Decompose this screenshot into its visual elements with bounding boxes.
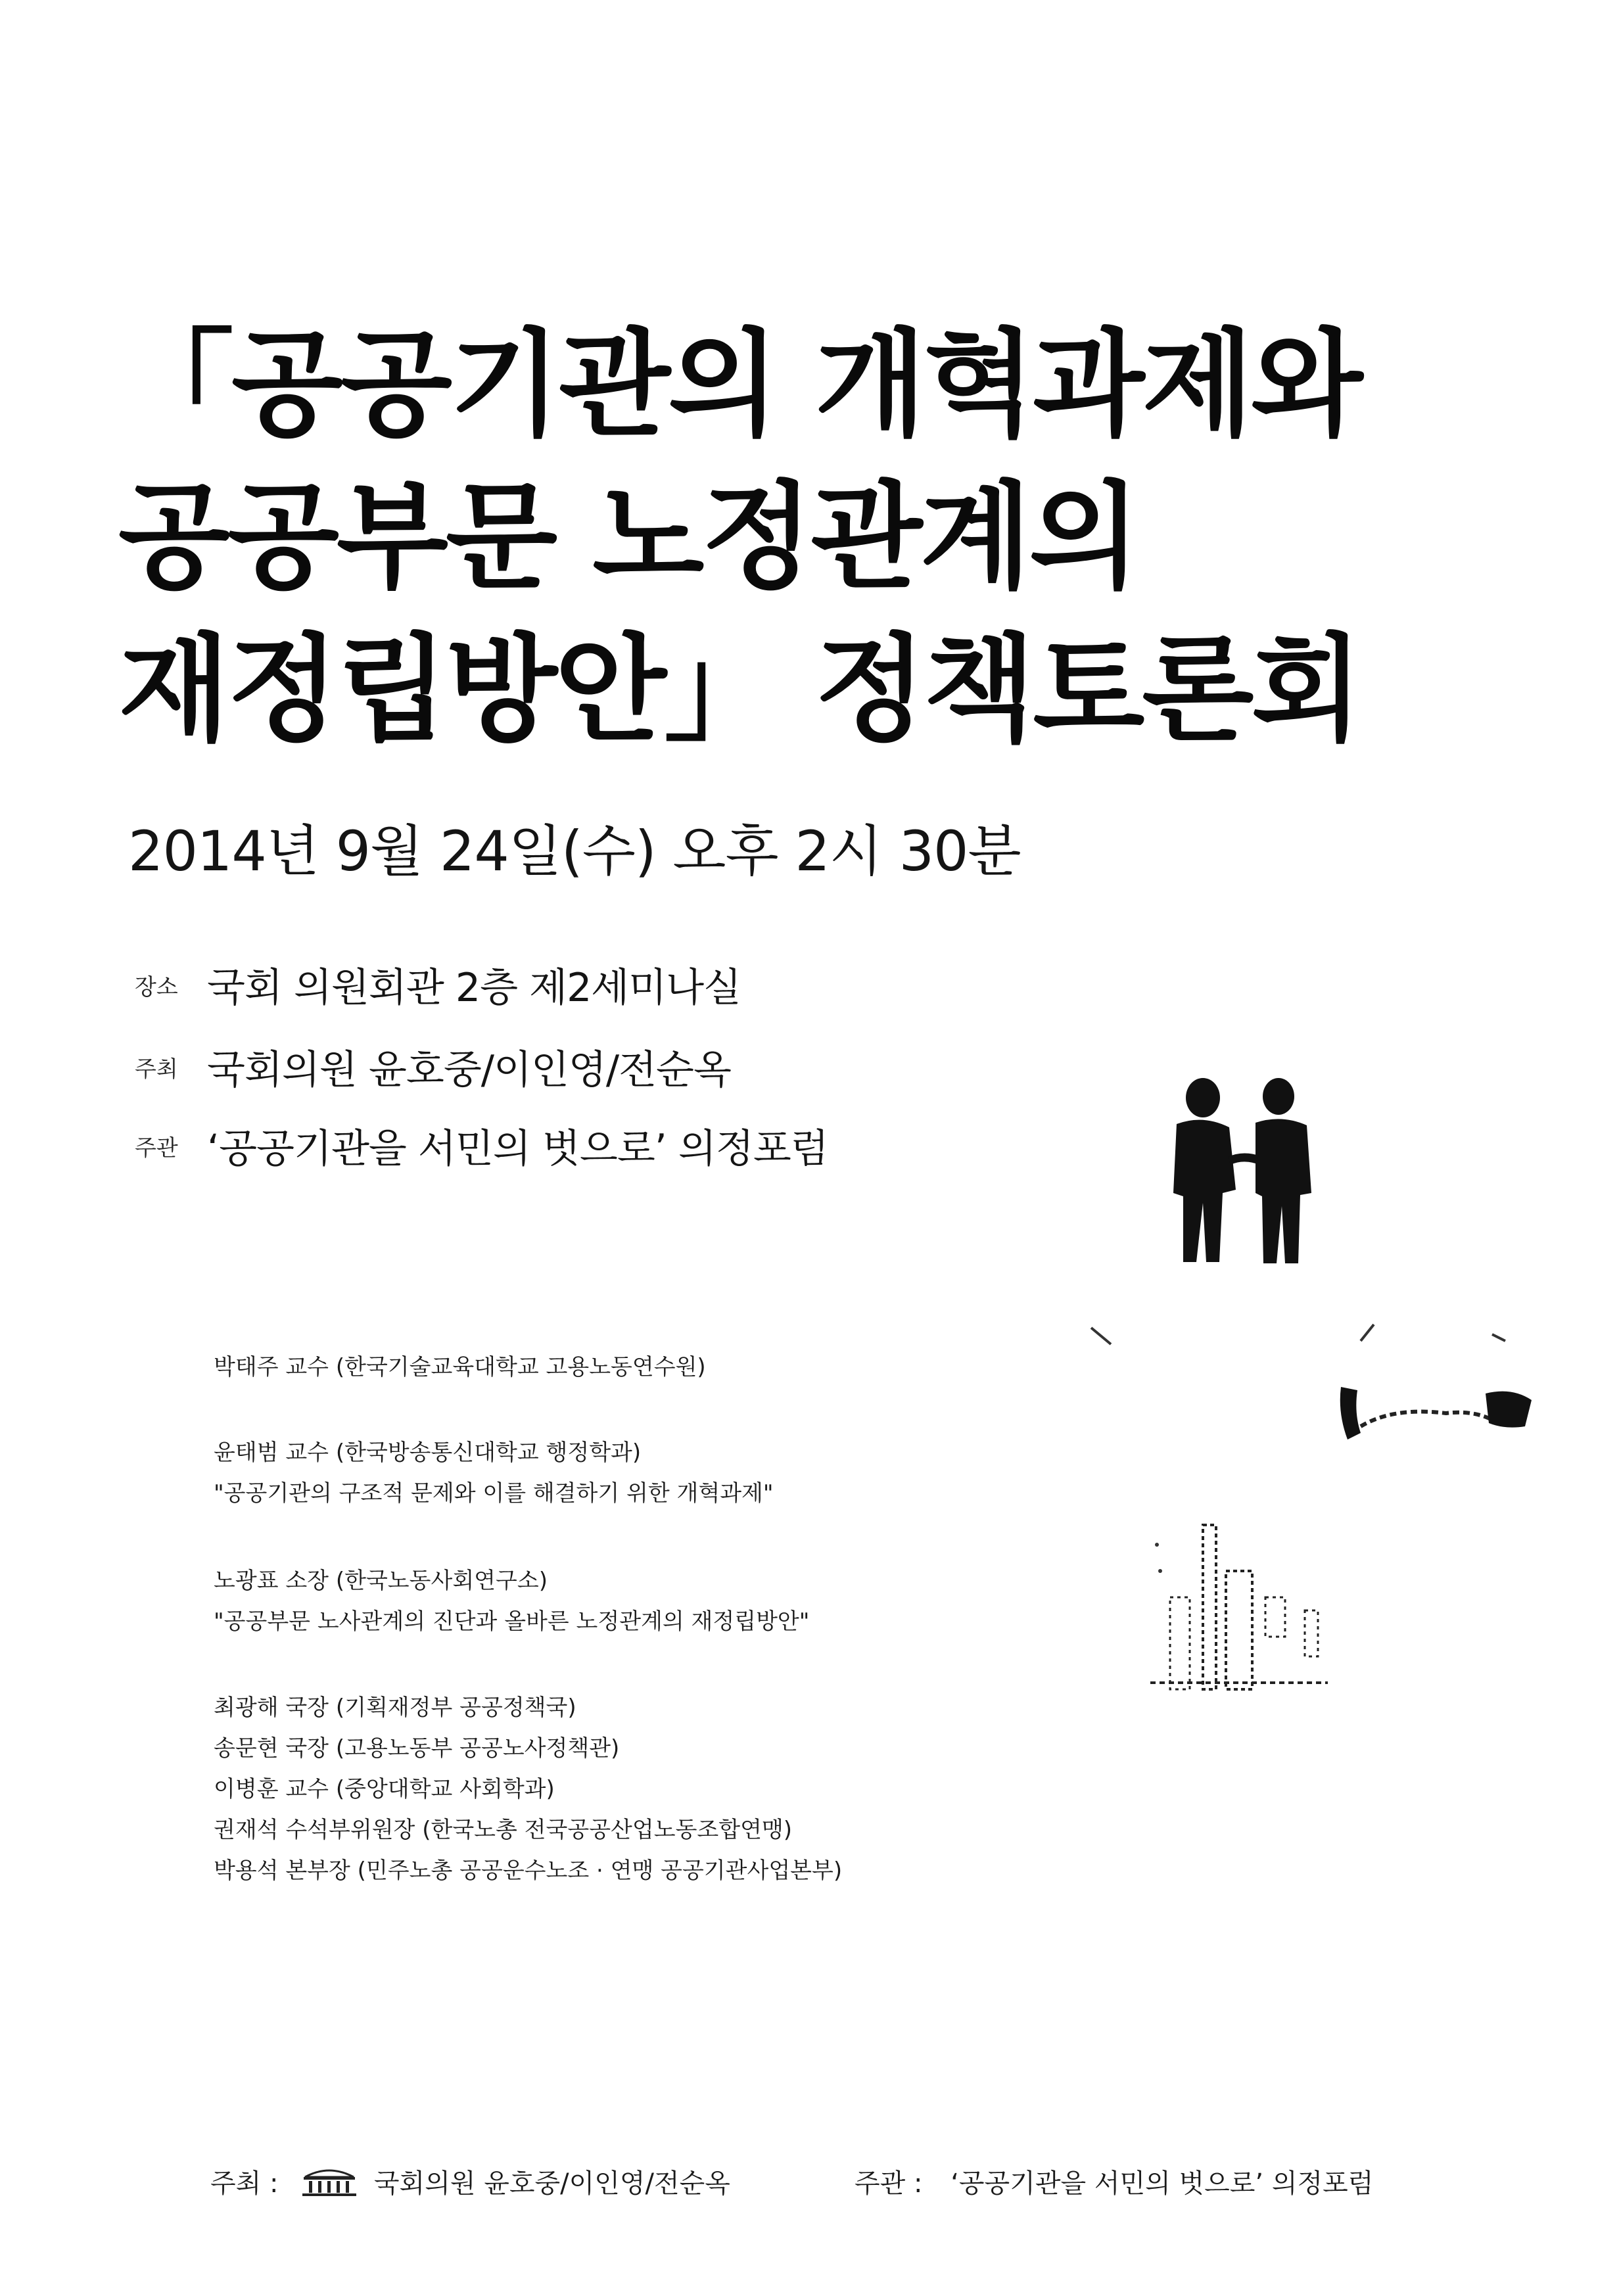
presentation-topic-1: "공공기관의 구조적 문제와 이를 해결하기 위한 개혁과제" — [214, 1480, 774, 1507]
footer-host — [210, 2163, 730, 2200]
program-section — [135, 1347, 1121, 1388]
footer-organizer-value: ‘공공기관을 서민의 벗으로’ 의정포럼 — [950, 2168, 1374, 2199]
title-line-3: 재정립방안」 정책토론회 — [118, 622, 1361, 757]
handshake-figures-illustration — [1157, 1078, 1328, 1269]
footer-host-value: 국회의원 윤호중/이인영/전순옥 — [373, 2168, 730, 2199]
program-chair-text: 박태주 교수 (한국기술교육대학교 고용노동연수원) — [214, 1354, 706, 1380]
info-host — [135, 1039, 1121, 1095]
info-venue-value: 국회 의원회관 2층 제2세미나실 — [207, 965, 741, 1011]
footer-organizer — [855, 2163, 1373, 2200]
poster-title — [118, 309, 1367, 766]
info-venue-label: 장소 — [135, 973, 178, 1000]
program-panel — [135, 1688, 1121, 1892]
panelist: 이병훈 교수 (중앙대학교 사회학과) — [214, 1776, 555, 1802]
program-presentation-2 — [135, 1561, 1121, 1643]
presenter-1: 윤태범 교수 (한국방송통신대학교 행정학과) — [214, 1440, 642, 1466]
footer-organizer-label: 주관 : — [855, 2168, 923, 2199]
title-line-1: 「공공기관의 개혁과제와 — [118, 317, 1361, 452]
handshake-closeup-illustration — [1078, 1315, 1551, 1499]
info-venue — [135, 956, 1121, 1013]
panelist: 권재석 수석부위원장 (한국노총 전국공공산업노동조합연맹) — [214, 1817, 793, 1843]
footer-host-label: 주최 : — [210, 2168, 279, 2199]
program-presentation-1 — [135, 1433, 1121, 1514]
presentation-topic-2: "공공부문 노사관계의 진단과 올바른 노정관계의 재정립방안" — [214, 1608, 810, 1635]
presenter-2: 노광표 소장 (한국노동사회연구소) — [214, 1568, 548, 1594]
program-chair — [135, 1347, 1121, 1388]
city-buildings-illustration — [1131, 1499, 1341, 1696]
panelist: 송문현 국장 (고용노동부 공공노사정책관) — [214, 1735, 620, 1762]
info-host-label: 주최 — [135, 1056, 178, 1083]
panelist: 박용석 본부장 (민주노총 공공운수노조 · 연맹 공공기관사업본부) — [214, 1858, 843, 1884]
title-line-2: 공공부문 노정관계의 — [118, 470, 1138, 605]
info-organizer-value: ‘공공기관을 서민의 벗으로’ 의정포럼 — [207, 1126, 828, 1172]
info-host-value: 국회의원 윤호중/이인영/전순옥 — [207, 1047, 731, 1093]
info-organizer — [135, 1117, 1121, 1174]
panelist: 최광해 국장 (기획재정부 공공정책국) — [214, 1695, 576, 1721]
national-assembly-logo-icon — [300, 2165, 359, 2198]
event-datetime: 2014년 9월 24일(수) 오후 2시 30분 — [128, 819, 1021, 883]
info-organizer-label: 주관 — [135, 1135, 178, 1161]
